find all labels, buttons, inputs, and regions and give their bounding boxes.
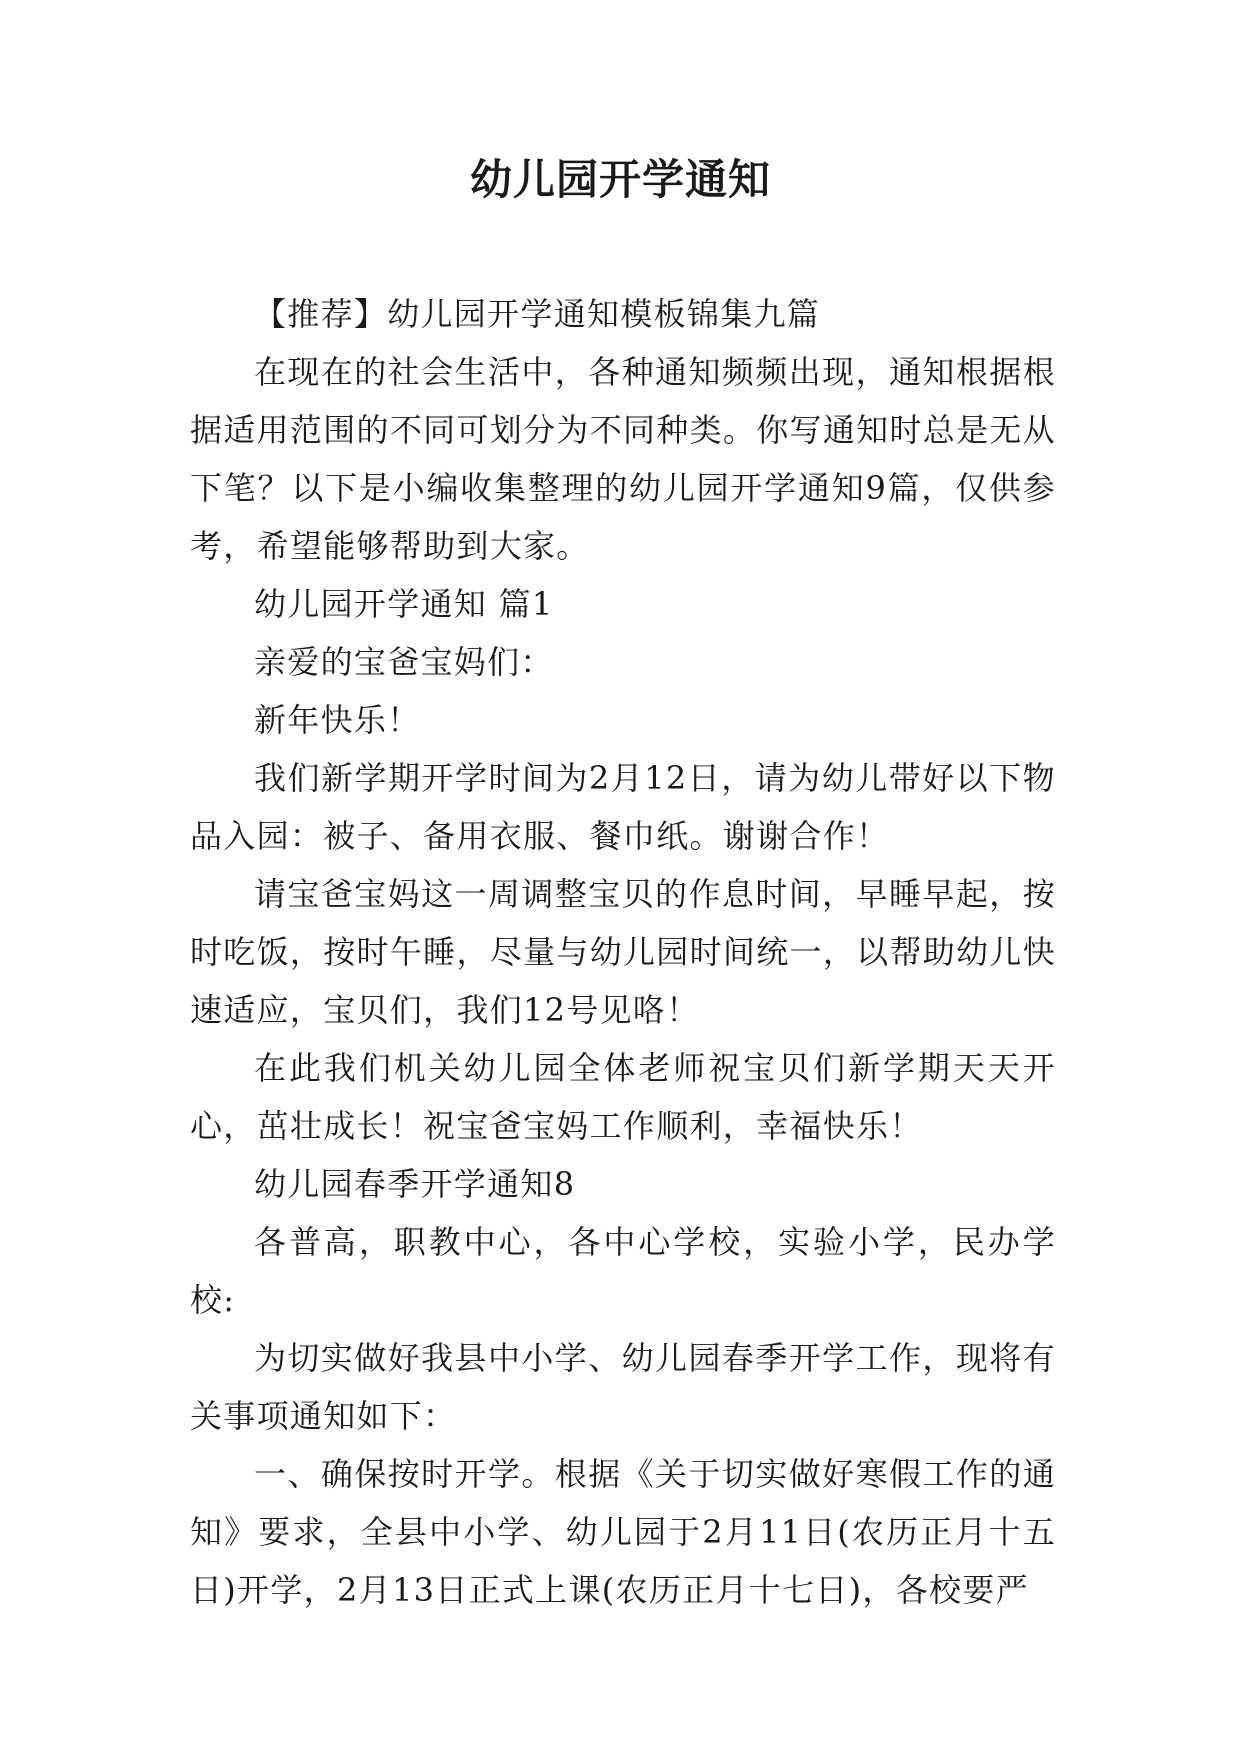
paragraph-greeting: 新年快乐！ [254,701,421,739]
document-body [190,285,1056,1619]
paragraph-start-date: 我们新学期开学时间为2月12日，请为幼儿带好以下物品入园：被子、备用衣服、餐巾纸。谢谢合作！ [190,759,1056,855]
paragraph-intro: 在现在的社会生活中，各种通知频频出现，通知根据根据适用范围的不同可划分为不同种类。你写通知时总是无从下笔？以下是小编收集整理的幼儿园开学通知9篇，仅供参考，希望能够帮助到大家。 [190,353,1056,565]
paragraph-recipients: 各普高，职教中心，各中心学校，实验小学，民办学校: [190,1223,1056,1319]
paragraph-section-heading-8: 幼儿园春季开学通知8 [254,1165,576,1203]
paragraph-schedule-advice: 请宝爸宝妈这一周调整宝贝的作息时间，早睡早起，按时吃饭，按时午睡，尽量与幼儿园时间统一，以帮助幼儿快速适应，宝贝们，我们12号见咯！ [190,875,1056,1029]
paragraph-wishes: 在此我们机关幼儿园全体老师祝宝贝们新学期天天开心，茁壮成长！祝宝爸宝妈工作顺利，幸福快乐！ [190,1049,1056,1145]
paragraph-section-heading-1: 幼儿园开学通知 篇1 [254,585,554,623]
document-title: 幼儿园开学通知 [469,155,771,204]
paragraph-item-one: 一、确保按时开学。根据《关于切实做好寒假工作的通知》要求，全县中小学、幼儿园于2月11日(农历正月十五日)开学，2月13日正式上课(农历正月十七日)，各校要严 [190,1455,1056,1609]
paragraph-salutation: 亲爱的宝爸宝妈们： [254,643,554,681]
paragraph-purpose: 为切实做好我县中小学、幼儿园春季开学工作，现将有关事项通知如下： [190,1339,1056,1435]
paragraph-recommend-heading: 【推荐】幼儿园开学通知模板锦集九篇 [254,295,821,333]
